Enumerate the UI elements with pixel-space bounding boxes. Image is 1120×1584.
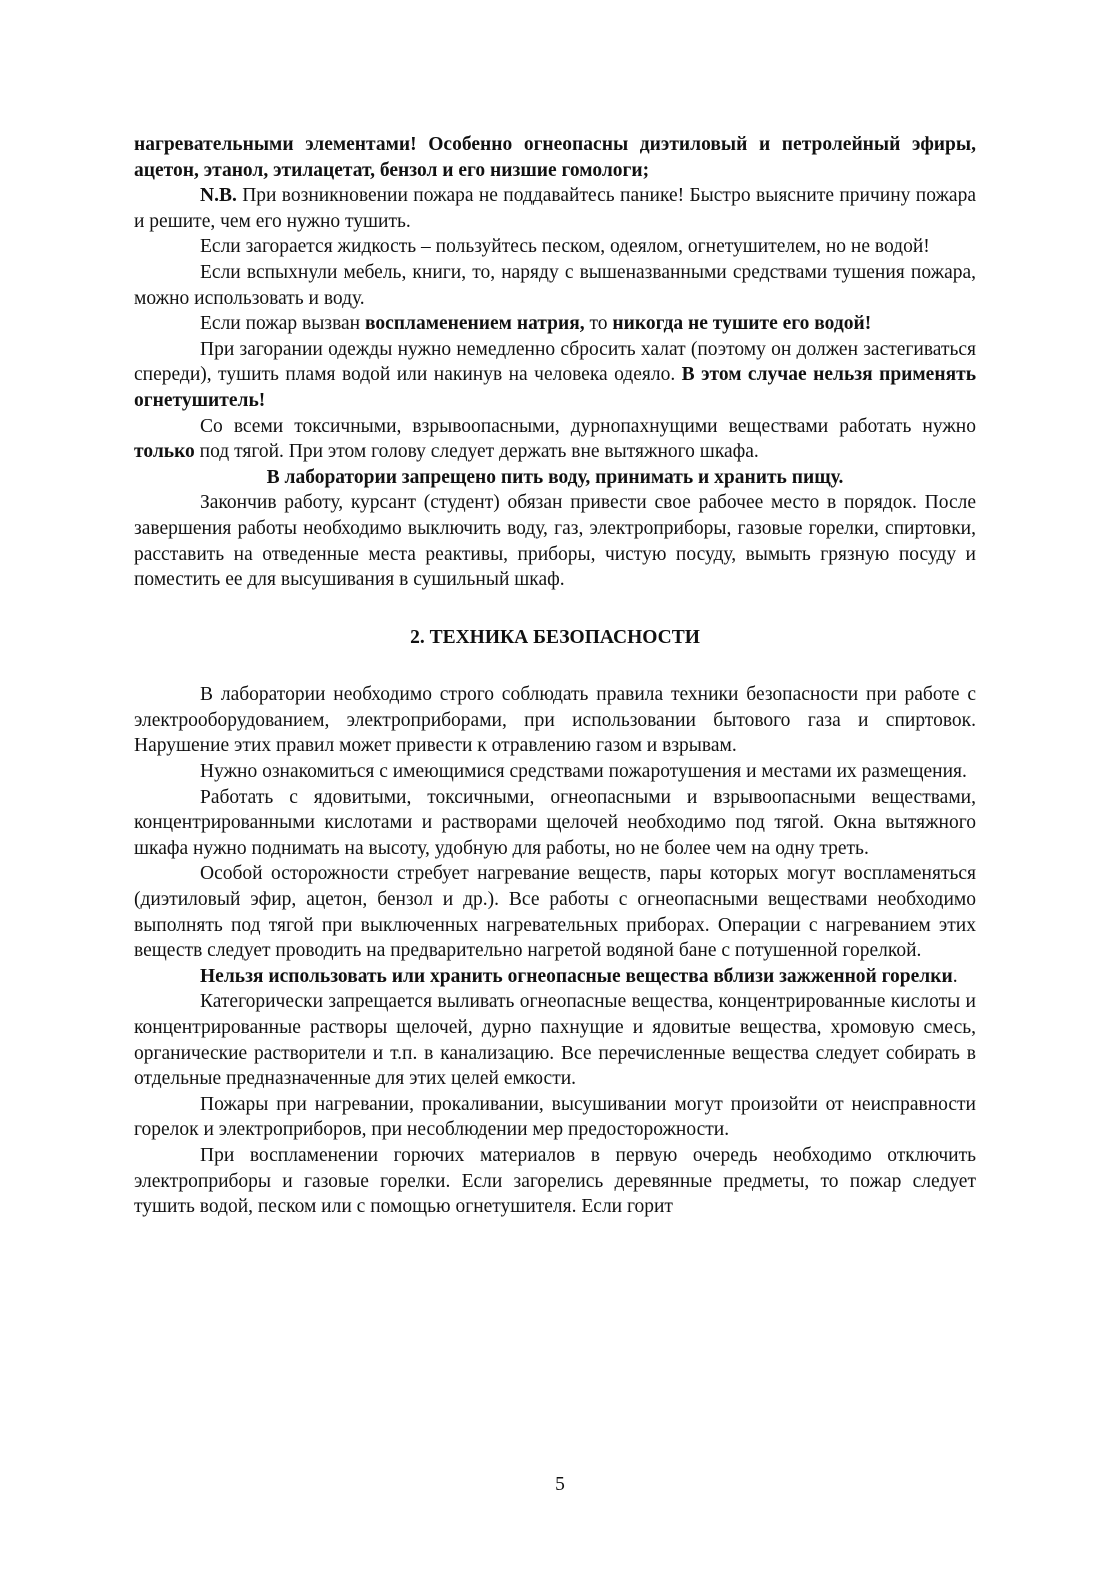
bold-text: только	[134, 441, 195, 463]
paragraph-burner-warning	[134, 964, 976, 990]
text: то	[584, 313, 613, 335]
text: Категорически запрещается выливать огнеопасные вещества, концентрированные кислоты и концентрированные растворы щелочей, дурно пахнущие и ядовитые вещества, хромовую смесь, органические растворители и т.п. в канализацию. Все перечисленные вещества следует собирать в отдельные предназначенные для этих целей емкости.	[134, 991, 976, 1090]
text: В лаборатории необходимо строго соблюдать правила техники безопасности при работе с электрооборудованием, электроприборами, при использовании бытового газа и спиртовок. Нарушение этих правил может привести к отравлению газом и взрывам.	[134, 684, 976, 757]
paragraph-ignition-response	[134, 1143, 976, 1220]
text: Со всеми токсичными, взрывоопасными, дурнопахнущими веществами работать нужно	[200, 415, 976, 437]
text: под тягой. При этом голову следует держать вне вытяжного шкафа.	[194, 441, 759, 463]
paragraph-fume-hood	[134, 785, 976, 862]
paragraph-finishing-work	[134, 490, 976, 592]
bold-text: воспламенением натрия,	[365, 313, 585, 335]
paragraph-nb	[134, 183, 976, 234]
section-heading: 2. ТЕХНИКА БЕЗОПАСНОСТИ	[410, 626, 700, 648]
paragraph-toxic-substances	[134, 414, 976, 465]
text: Если загорается жидкость – пользуйтесь песком, одеялом, огнетушителем, но не водой!	[200, 236, 930, 258]
paragraph-clothing-fire	[134, 337, 976, 414]
document-page	[134, 132, 976, 1220]
paragraph-furniture-fire	[134, 260, 976, 311]
text: Закончив работу, курсант (студент) обязан привести свое рабочее место в порядок. После завершения работы необходимо выключить воду, газ, электроприборы, газовые горелки, спиртовки, расставить на отведенные места реактивы, приборы, чистую посуду, вымыть грязную посуду и поместить ее для высушивания в сушильный шкаф.	[134, 492, 976, 591]
paragraph-no-food	[134, 465, 976, 491]
paragraph-fire-equipment	[134, 759, 976, 785]
bold-text: никогда не тушите его водой!	[612, 313, 872, 335]
text: Работать с ядовитыми, токсичными, огнеопасными и взрывоопасными веществами, концентрированными кислотами и растворами щелочей необходимо под тягой. Окна вытяжного шкафа нужно поднимать на высоту, удобную для работы, но не более чем на одну треть.	[134, 786, 976, 859]
paragraph-sewer-prohibition	[134, 989, 976, 1091]
bold-text: Нельзя использовать или хранить огнеопасные вещества вблизи зажженной горелки	[200, 965, 953, 987]
paragraph-fire-causes	[134, 1092, 976, 1143]
bold-text: нагревательными элементами! Особенно огнеопасны диэтиловый и петролейный эфиры, ацетон, этанол, этилацетат, бензол и его низшие гомологи;	[134, 134, 976, 181]
text: Пожары при нагревании, прокаливании, высушивании могут произойти от неисправности горелок и электроприборов, при несоблюдении мер предосторожности.	[134, 1093, 976, 1141]
page-number: 5	[555, 1474, 565, 1495]
text: При возникновении пожара не поддавайтесь панике! Быстро выясните причину пожара и решите, чем его нужно тушить.	[134, 185, 976, 232]
paragraph-flammable-substances	[134, 132, 976, 183]
paragraph-liquid-fire	[134, 234, 976, 260]
text: При воспламенении горючих материалов в первую очередь необходимо отключить электроприборы и газовые горелки. Если загорелись деревянные предметы, то пожар следует тушить водой, песком или с помощью огнетушителя. Если горит	[134, 1144, 976, 1218]
paragraph-sodium-fire	[134, 311, 976, 337]
bold-text: В лаборатории запрещено пить воду, принимать и хранить пищу.	[266, 466, 844, 488]
paragraph-heating-caution	[134, 861, 976, 963]
paragraph-safety-rules	[134, 682, 976, 759]
text: При загорании одежды нужно немедленно сбросить халат (поэтому он должен застегиваться спереди), тушить пламя водой или накинув на человека одеяло.	[134, 338, 976, 386]
text: Нужно ознакомиться с имеющимися средствами пожаротушения и местами их размещения.	[200, 761, 967, 783]
text: Если вспыхнули мебель, книги, то, наряду с вышеназванными средствами тушения пожара, можно использовать и воду.	[134, 261, 976, 309]
text: .	[952, 965, 958, 987]
bold-text: N.B.	[200, 185, 237, 207]
text: Если пожар вызван	[200, 313, 365, 335]
text: Особой осторожности стребует нагревание веществ, пары которых могут воспламеняться (диэтиловый эфир, ацетон, бензол и др.). Все работы с огнеопасными веществами необходимо выполнять под тягой при выключенных нагревательных приборах. Операции с нагреванием этих веществ следует проводить на предварительно нагретой водяной бане с потушенной горелкой.	[134, 863, 976, 962]
bold-text: В этом случае нельзя применять огнетушитель!	[134, 364, 977, 411]
